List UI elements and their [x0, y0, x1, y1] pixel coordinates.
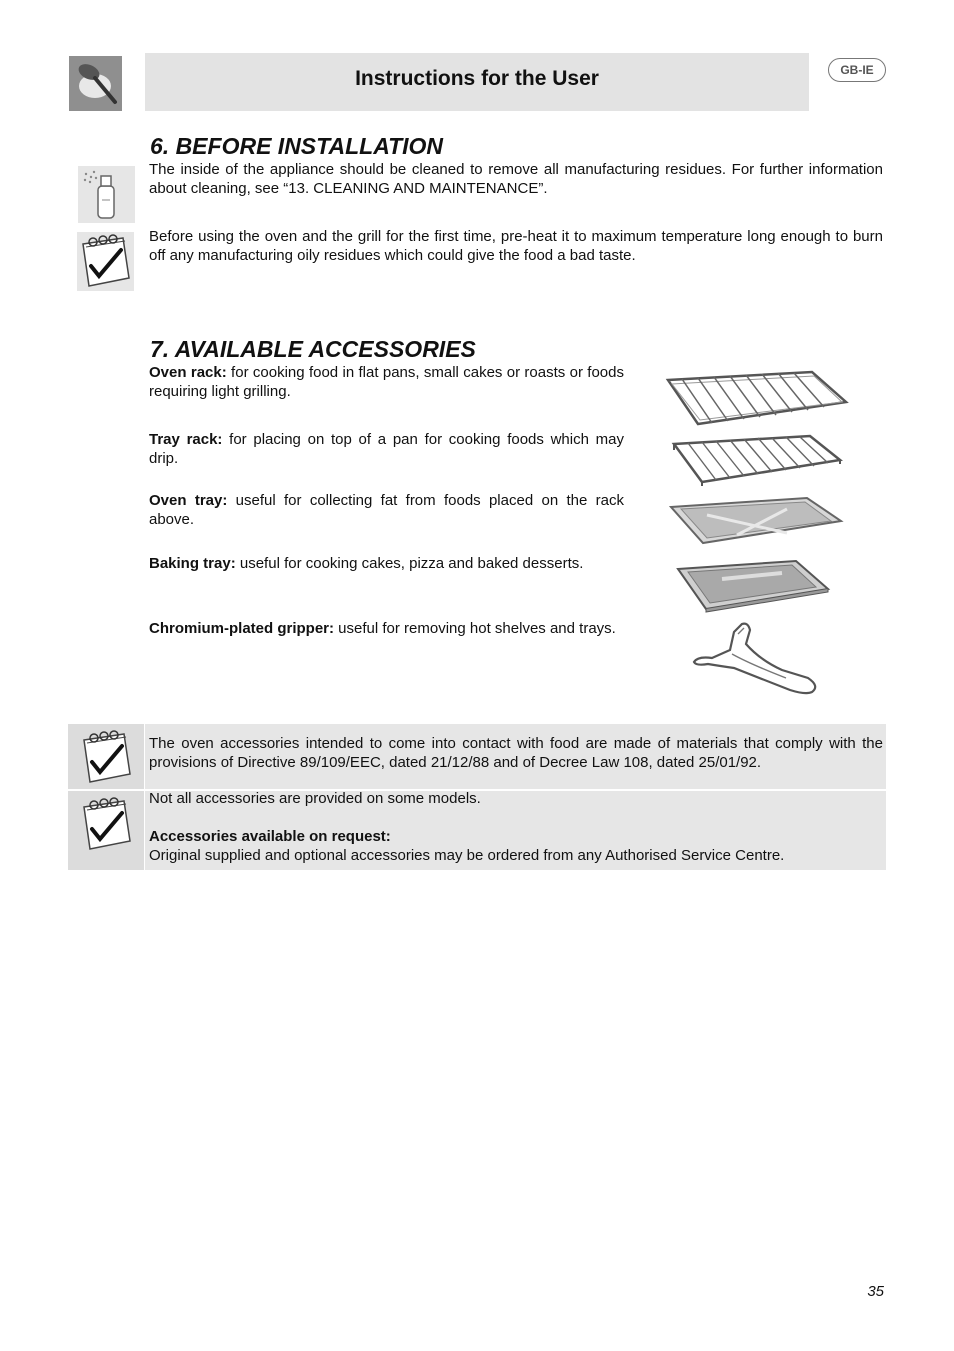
note-2-icon-box [68, 791, 144, 870]
oven-tray-illustration [667, 495, 845, 547]
section-title-available-accessories: 7. AVAILABLE ACCESSORIES [150, 336, 476, 362]
note-2-line-1: Not all accessories are provided on some models. [149, 790, 481, 807]
notepad-check-icon [77, 232, 134, 291]
baking-tray-illustration [672, 557, 834, 613]
spray-cleaner-icon [78, 166, 135, 223]
note-1-icon-box [68, 724, 144, 789]
language-badge: GB-IE [828, 58, 886, 82]
header-bar [145, 53, 809, 111]
accessory-oven-rack: Oven rack: for cooking food in flat pans, small cakes or roasts or foods requiring light grilling. [149, 364, 624, 400]
note-2-heading: Accessories available on request: [149, 828, 391, 845]
chef-spoon-icon [69, 56, 122, 111]
section-title-before-installation: 6. BEFORE INSTALLATION [150, 133, 444, 159]
accessory-oven-tray: Oven tray: useful for collecting fat from foods placed on the rack above. [149, 492, 624, 528]
gripper-illustration [690, 620, 822, 696]
page-header-title: Instructions for the User [355, 67, 599, 90]
tray-rack-illustration [670, 432, 845, 486]
accessory-tray-rack: Tray rack: for placing on top of a pan for cooking foods which may drip. [149, 431, 624, 467]
note-2-line-2: Original supplied and optional accessories may be ordered from any Authorised Service Centre. [149, 847, 785, 864]
before-installation-paragraph-1: The inside of the appliance should be cleaned to remove all manufacturing residues. For further information about cleaning, see “13. CLEANING AND MAINTENANCE”. [149, 161, 883, 197]
notepad-check-icon [78, 728, 135, 787]
note-1-text: The oven accessories intended to come into contact with food are made of materials that comply with the provisions of Directive 89/109/EEC, dated 21/12/88 and of Decree Law 108, dated 25/01/92. [149, 735, 883, 771]
note-2-box [145, 791, 886, 870]
accessory-baking-tray: Baking tray: useful for cooking cakes, pizza and baked desserts. [149, 555, 584, 572]
before-installation-paragraph-2: Before using the oven and the grill for the first time, pre-heat it to maximum temperature long enough to burn off any manufacturing oily residues which could give the food a bad taste. [149, 228, 883, 264]
note-1-box [145, 724, 886, 789]
page-number: 35 [867, 1283, 884, 1300]
notepad-check-icon [78, 795, 135, 854]
accessory-gripper: Chromium-plated gripper: useful for removing hot shelves and trays. [149, 620, 616, 637]
oven-rack-illustration [662, 368, 852, 428]
